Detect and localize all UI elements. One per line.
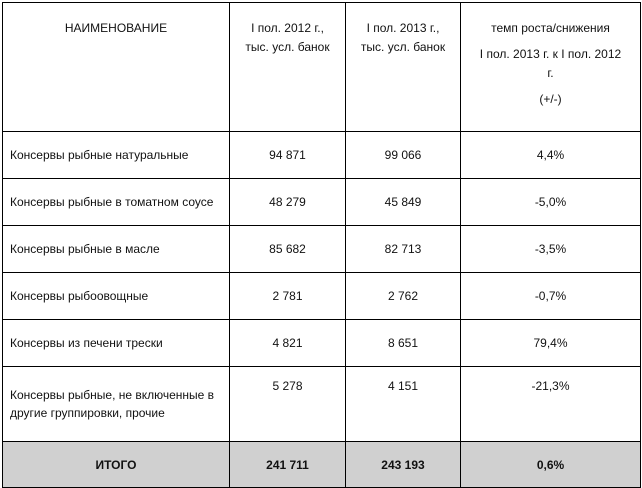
header-2013-line2: тыс. усл. банок <box>360 40 446 54</box>
header-growth <box>461 3 641 132</box>
header-2013 <box>346 3 461 132</box>
row-value-2012: 4 821 <box>230 320 346 367</box>
header-2013-line1: I пол. 2013 г., <box>366 21 440 35</box>
header-growth-line2: I пол. 2013 г. к I пол. 2012 <box>479 47 622 61</box>
table-row <box>3 273 641 320</box>
row-growth: 4,4% <box>461 132 641 179</box>
row-value-2012: 85 682 <box>230 226 346 273</box>
total-value-2012: 241 711 <box>230 442 346 488</box>
row-value-2013: 2 762 <box>346 273 461 320</box>
row-value-2013: 45 849 <box>346 179 461 226</box>
header-growth-line3: г. <box>547 66 554 80</box>
row-value-2013: 8 651 <box>346 320 461 367</box>
row-growth: -5,0% <box>461 179 641 226</box>
row-growth: -21,3% <box>461 367 641 442</box>
row-value-2012: 94 871 <box>230 132 346 179</box>
row-growth: 79,4% <box>461 320 641 367</box>
row-name: Консервы рыбные в масле <box>3 226 230 273</box>
header-2012 <box>230 3 346 132</box>
row-name-line1: Консервы рыбные, не включенные в <box>10 388 215 402</box>
row-growth: -0,7% <box>461 273 641 320</box>
header-growth-line4: (+/-) <box>539 92 562 106</box>
row-name: Консервы рыбные натуральные <box>3 132 230 179</box>
row-name: Консервы из печени трески <box>3 320 230 367</box>
row-name: Консервы рыбоовощные <box>3 273 230 320</box>
row-value-2013: 99 066 <box>346 132 461 179</box>
row-name <box>3 367 230 442</box>
header-name <box>3 3 230 132</box>
total-value-2013: 243 193 <box>346 442 461 488</box>
table-row <box>3 179 641 226</box>
header-growth-line1: темп роста/снижения <box>491 21 610 35</box>
table-row <box>3 226 641 273</box>
row-value-2012: 2 781 <box>230 273 346 320</box>
header-name-label: НАИМЕНОВАНИЕ <box>64 21 168 35</box>
header-2012-line2: тыс. усл. банок <box>245 40 330 54</box>
total-growth: 0,6% <box>461 442 641 488</box>
row-value-2013: 82 713 <box>346 226 461 273</box>
table-row <box>3 320 641 367</box>
row-value-2013: 4 151 <box>346 367 461 442</box>
row-name: Консервы рыбные в томатном соусе <box>3 179 230 226</box>
row-growth: -3,5% <box>461 226 641 273</box>
table-row <box>3 132 641 179</box>
header-2012-line1: I пол. 2012 г., <box>251 21 324 35</box>
row-value-2012: 5 278 <box>230 367 346 442</box>
header-row <box>3 3 641 132</box>
row-value-2012: 48 279 <box>230 179 346 226</box>
data-table <box>2 2 641 488</box>
row-name-line2: другие группировки, прочие <box>10 406 165 420</box>
total-label: ИТОГО <box>3 442 230 488</box>
table-row <box>3 367 641 442</box>
